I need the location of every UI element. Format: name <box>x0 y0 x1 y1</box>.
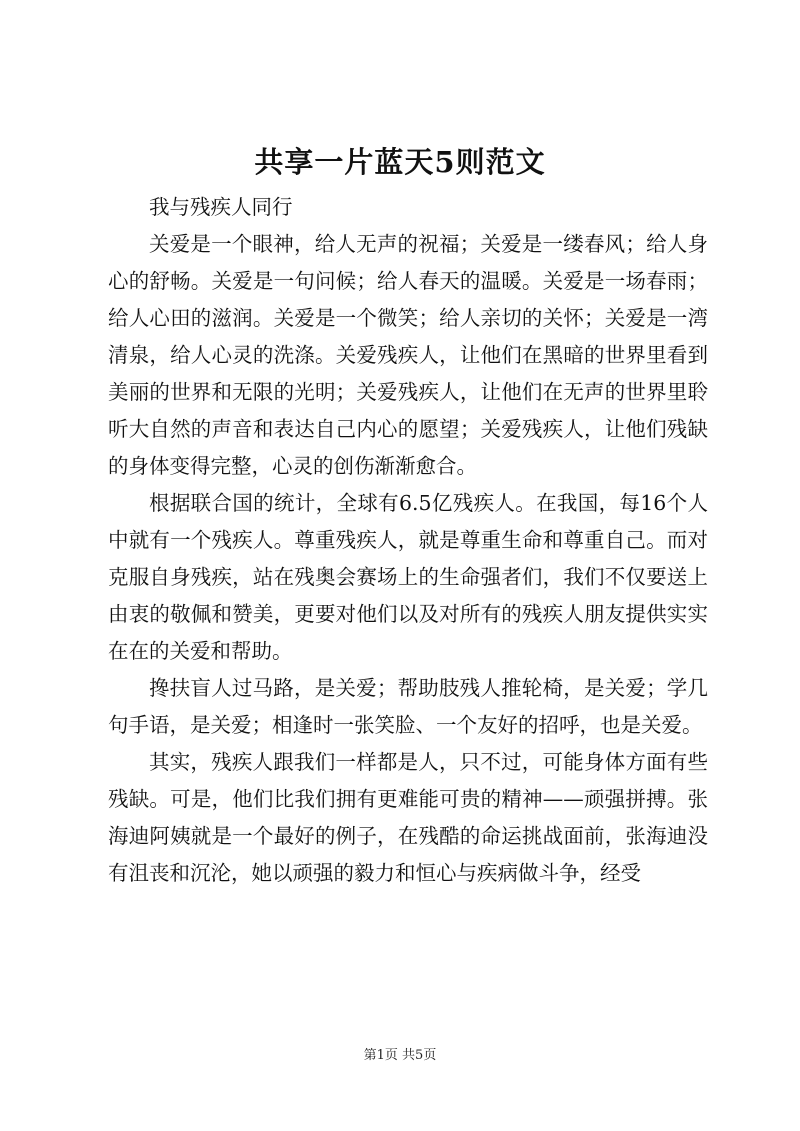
document-body <box>108 189 708 892</box>
document-title: 共享一片蓝天5则范文 <box>254 145 546 179</box>
page-number-footer: 第1页 共5页 <box>363 1048 437 1063</box>
paragraph: 搀扶盲人过马路，是关爱；帮助肢残人推轮椅，是关爱；学几句手语，是关爱；相逢时一张笑脸、一个友好的招呼，也是关爱。 <box>108 676 708 737</box>
section-heading: 我与残疾人同行 <box>149 195 293 219</box>
paragraph: 其实，残疾人跟我们一样都是人，只不过，可能身体方面有些残缺。可是，他们比我们拥有更难能可贵的精神——顽强拼搏。张海迪阿姨就是一个最好的例子，在残酷的命运挑战面前，张海迪没有沮丧和沉沦，她以顽强的毅力和恒心与疾病做斗争，经受 <box>108 750 708 885</box>
paragraph: 关爱是一个眼神，给人无声的祝福；关爱是一缕春风；给人身心的舒畅。关爱是一句问候；给人春天的温暖。关爱是一场春雨；给人心田的滋润。关爱是一个微笑；给人亲切的关怀；关爱是一湾清泉，给人心灵的洗涤。关爱残疾人，让他们在黑暗的世界里看到美丽的世界和无限的光明；关爱残疾人，让他们在无声的世界里聆听大自然的声音和表达自己内心的愿望；关爱残疾人，让他们残缺的身体变得完整，心灵的创伤渐渐愈合。 <box>108 232 708 478</box>
paragraph: 根据联合国的统计，全球有6.5亿残疾人。在我国，每16个人中就有一个残疾人。尊重残疾人，就是尊重生命和尊重自己。而对克服自身残疾，站在残奥会赛场上的生命强者们，我们不仅要送上由衷的敬佩和赞美，更要对他们以及对所有的残疾人朋友提供实实在在的关爱和帮助。 <box>108 491 708 663</box>
